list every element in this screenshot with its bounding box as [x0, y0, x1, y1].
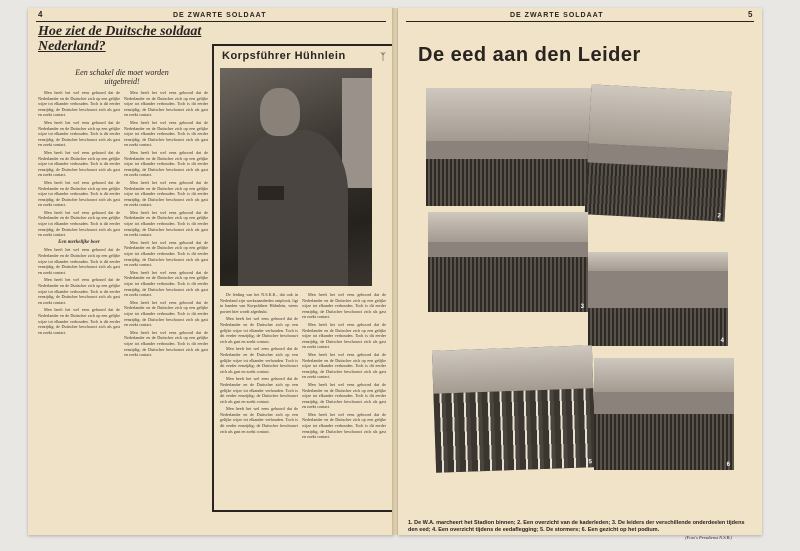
- photo-5: [432, 345, 596, 473]
- paragraph: Men heeft het wel eens gehoord dat de Nederlander en de Duitscher zich op een gelijke wijze tot elkander verhouden. Toch is dit eerder eenzijdig; de Duitscher beschouwt zich als gast en zoekt contact.: [38, 307, 120, 335]
- box-text-column-2: [302, 292, 386, 504]
- building-background: [342, 78, 372, 188]
- text-column-1: [38, 90, 120, 510]
- paragraph: Men heeft het wel eens gehoord dat de Nederlander en de Duitscher zich op een gelijke wijze tot elkander verhouden. Toch is dit eerder eenzijdig; de Duitscher beschouwt zich als gast en zoekt contact.: [124, 179, 208, 208]
- paragraph: Men heeft het wel eens gehoord dat de Nederlander en de Duitscher zich op een gelijke wijze tot elkander verhouden. Toch is dit eerder eenzijdig; de Duitscher beschouwt zich als gast en zoekt contact.: [220, 346, 298, 374]
- paragraph: Men heeft het wel eens gehoord dat de Nederlander en de Duitscher zich op een gelijke wijze tot elkander verhouden. Toch is dit eerder eenzijdig; de Duitscher beschouwt zich als gast en zoekt contact.: [302, 321, 386, 350]
- photo-caption: 1. De W.A. marcheert het Stadion binnen; 2. Een overzicht van de kaderleden; 3. De leiders der verschillende onderdeelen tijdens den eed; 4. Een overzicht tijdens de eedaflegging; 5. De stormers; 6. Een gezicht op het podium.: [408, 520, 745, 533]
- photo-6: [594, 358, 734, 470]
- paragraph: Men heeft het wel eens gehoord dat de Nederlander en de Duitscher zich op een gelijke wijze tot elkander verhouden. Toch is dit eerder eenzijdig; de Duitscher beschouwt zich als gast en zoekt contact.: [220, 316, 298, 344]
- photo-2: [585, 84, 732, 221]
- divider: [406, 21, 754, 22]
- featured-box: [212, 44, 398, 512]
- paragraph: Men heeft het wel eens gehoord dat de Nederlander en de Duitscher zich op een gelijke wijze tot elkander verhouden. Toch is dit eerder eenzijdig; de Duitscher beschouwt zich als gast en zoekt contact.: [124, 149, 208, 178]
- paragraph: Men heeft het wel eens gehoord dat de Nederlander en de Duitscher zich op een gelijke wijze tot elkander verhouden. Toch is dit eerder eenzijdig; de Duitscher beschouwt zich als gast en zoekt contact.: [302, 292, 386, 320]
- divider: [36, 21, 386, 22]
- paragraph: Men heeft het wel eens gehoord dat de Nederlander en de Duitscher zich op een gelijke wijze tot elkander verhouden. Toch is dit eerder eenzijdig; de Duitscher beschouwt zich als gast en zoekt contact.: [302, 351, 386, 380]
- running-head: DE ZWARTE SOLDAAT: [510, 12, 604, 19]
- paragraph: Men heeft het wel eens gehoord dat de Nederlander en de Duitscher zich op een gelijke wijze tot elkander verhouden. Toch is dit eerder eenzijdig; de Duitscher beschouwt zich als gast en zoekt contact.: [38, 277, 120, 305]
- photo-number: 2: [717, 213, 721, 220]
- page-number: 4: [38, 10, 43, 19]
- left-page: [28, 8, 394, 535]
- paragraph: Men heeft het wel eens gehoord dat de Nederlander en de Duitscher zich op een gelijke wijze tot elkander verhouden. Toch is dit eerder eenzijdig; de Duitscher beschouwt zich als gast en zoekt contact.: [302, 381, 386, 410]
- photo-number: 4: [720, 338, 724, 344]
- figure-body: [238, 130, 348, 286]
- box-text-column-1: [220, 292, 298, 504]
- paragraph: Men heeft het wel eens gehoord dat de Nederlander en de Duitscher zich op een gelijke wijze tot elkander verhouden. Toch is dit eerder eenzijdig; de Duitscher beschouwt zich als gast en zoekt contact.: [220, 376, 298, 404]
- paragraph: Men heeft het wel eens gehoord dat de Nederlander en de Duitscher zich op een gelijke wijze tot elkander verhouden. Toch is dit eerder eenzijdig; de Duitscher beschouwt zich als gast en zoekt contact.: [38, 179, 120, 208]
- figure-head: [260, 88, 300, 136]
- paragraph: Men heeft het wel eens gehoord dat de Nederlander en de Duitscher zich op een gelijke wijze tot elkander verhouden. Toch is dit eerder eenzijdig; de Duitscher beschouwt zich als gast en zoekt contact.: [38, 209, 120, 238]
- section-heading: Een merkelijke boer: [58, 239, 100, 245]
- paragraph: Men heeft het wel eens gehoord dat de Nederlander en de Duitscher zich op een gelijke wijze tot elkander verhouden. Toch is dit eerder eenzijdig; de Duitscher beschouwt zich als gast en zoekt contact.: [124, 239, 208, 268]
- box-title: Korpsführer Hühnlein: [222, 50, 346, 62]
- paragraph: Men heeft het wel eens gehoord dat de Nederlander en de Duitscher zich op een gelijke wijze tot elkander verhouden. Toch is dit eerder eenzijdig; de Duitscher beschouwt zich als gast en zoekt contact.: [302, 411, 386, 440]
- paragraph: Men heeft het wel eens gehoord dat de Nederlander en de Duitscher zich op een gelijke wijze tot elkander verhouden. Toch is dit eerder eenzijdig; de Duitscher beschouwt zich als gast en zoekt contact.: [124, 329, 208, 358]
- running-head: DE ZWARTE SOLDAAT: [173, 12, 267, 19]
- paragraph: Men heeft het wel eens gehoord dat de Nederlander en de Duitscher zich op een gelijke wijze tot elkander verhouden. Toch is dit eerder eenzijdig; de Duitscher beschouwt zich als gast en zoekt contact.: [38, 90, 120, 118]
- rune-icon: ᛉ: [380, 52, 386, 63]
- paragraph: Men heeft het wel eens gehoord dat de Nederlander en de Duitscher zich op een gelijke wijze tot elkander verhouden. Toch is dit eerder eenzijdig; de Duitscher beschouwt zich als gast en zoekt contact.: [38, 119, 120, 148]
- right-page: [398, 8, 762, 540]
- paragraph: Men heeft het wel eens gehoord dat de Nederlander en de Duitscher zich op een gelijke wijze tot elkander verhouden. Toch is dit eerder eenzijdig; de Duitscher beschouwt zich als gast en zoekt contact.: [38, 149, 120, 178]
- portrait-photo: [220, 68, 372, 286]
- paragraph: Men heeft het wel eens gehoord dat de Nederlander en de Duitscher zich op een gelijke wijze tot elkander verhouden. Toch is dit eerder eenzijdig; de Duitscher beschouwt zich als gast en zoekt contact.: [124, 90, 208, 118]
- photo-number: 3: [580, 304, 584, 310]
- medal-icon: [258, 186, 284, 200]
- photo-1: [426, 88, 596, 206]
- photo-number: 5: [588, 459, 593, 466]
- paragraph: Men heeft het wel eens gehoord dat de Nederlander en de Duitscher zich op een gelijke wijze tot elkander verhouden. Toch is dit eerder eenzijdig; de Duitscher beschouwt zich als gast en zoekt contact.: [124, 299, 208, 328]
- paragraph: Men heeft het wel eens gehoord dat de Nederlander en de Duitscher zich op een gelijke wijze tot elkander verhouden. Toch is dit eerder eenzijdig; de Duitscher beschouwt zich als gast en zoekt contact.: [124, 209, 208, 238]
- paragraph: Men heeft het wel eens gehoord dat de Nederlander en de Duitscher zich op een gelijke wijze tot elkander verhouden. Toch is dit eerder eenzijdig; de Duitscher beschouwt zich als gast en zoekt contact.: [124, 269, 208, 298]
- photo-credit: (Foto's Persdienst N.S.B.): [685, 535, 732, 540]
- text-column-2: [124, 90, 208, 510]
- article-headline: Hoe ziet de Duitsche soldaat Nederland?: [38, 24, 202, 54]
- paragraph: De leiding van het N.S.K.K., dat ook in Nederland zijn werkzaamheden ontplooit, ligt in handen van Korpsführer Hühnlein, wiens portret hier wordt afgedrukt.: [220, 292, 298, 314]
- paragraph: Men heeft het wel eens gehoord dat de Nederlander en de Duitscher zich op een gelijke wijze tot elkander verhouden. Toch is dit eerder eenzijdig; de Duitscher beschouwt zich als gast en zoekt contact.: [124, 119, 208, 148]
- photo-3: [428, 212, 588, 312]
- paragraph: Men heeft het wel eens gehoord dat de Nederlander en de Duitscher zich op een gelijke wijze tot elkander verhouden. Toch is dit eerder eenzijdig; de Duitscher beschouwt zich als gast en zoekt contact.: [38, 247, 120, 275]
- page-number: 5: [748, 10, 753, 19]
- paragraph: Men heeft het wel eens gehoord dat de Nederlander en de Duitscher zich op een gelijke wijze tot elkander verhouden. Toch is dit eerder eenzijdig; de Duitscher beschouwt zich als gast en zoekt contact.: [220, 406, 298, 434]
- article-subheadline: Een schakel die moet worden uitgebreid!: [75, 68, 169, 86]
- photo-number: 6: [726, 462, 730, 468]
- photo-4: [588, 252, 728, 346]
- spread-headline: De eed aan den Leider: [418, 44, 641, 66]
